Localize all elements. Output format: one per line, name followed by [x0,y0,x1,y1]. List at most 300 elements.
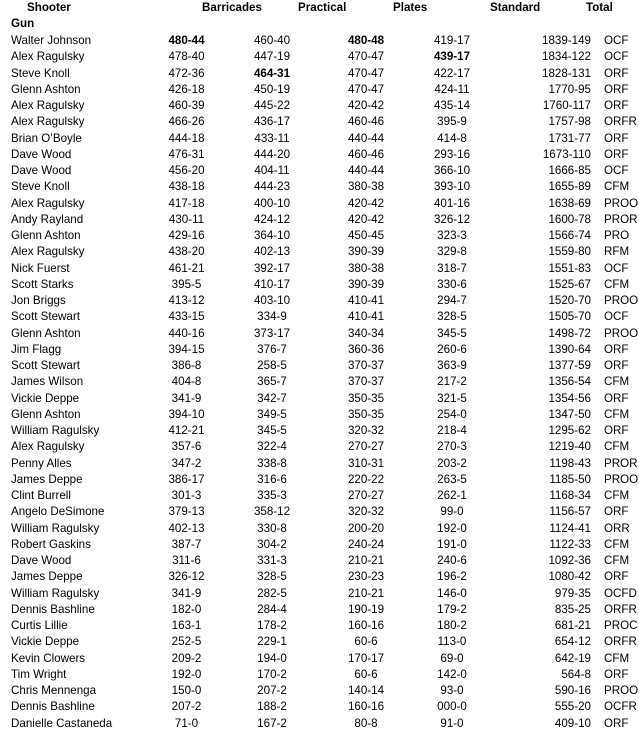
barricades-score-cell: 430-11 [168,212,205,226]
barricades-score-cell: 413-12 [168,294,205,307]
plates-score-cell: 440-44 [347,131,385,145]
standard-score-cell: 93-0 [440,684,464,697]
barricades-score-cell: 444-18 [168,131,205,145]
plates-score-cell: 60-6 [354,635,378,649]
gun-cell: ORF [604,342,629,356]
total-score-cell: 1092-36 [548,554,591,567]
gun-cell: CFM [604,375,630,389]
barricades-score-cell: 456-20 [168,164,205,177]
standard-score-cell: 435-14 [433,99,471,112]
plates-score-cell: 270-27 [347,489,385,502]
plates-score-cell: 210-21 [347,554,385,567]
table-row [0,66,639,82]
total-score-cell: 1834-122 [542,50,591,64]
practical-score-cell: 338-8 [257,456,287,470]
table-row [0,293,639,309]
header-barricades: Barricades [202,1,262,14]
gun-cell: CFM [604,554,630,567]
total-score-cell: 1559-80 [548,245,591,259]
total-score-cell: 1198-43 [549,456,591,470]
barricades-score-cell: 394-15 [168,342,205,356]
plates-score-cell: 460-46 [347,147,385,161]
table-row [0,472,639,488]
practical-score-cell: 400-10 [253,196,291,210]
total-score-cell: 642-19 [554,651,591,665]
barricades-score-cell: 433-15 [168,310,205,324]
total-score-cell: 1347-50 [548,407,591,421]
standard-score-cell: 203-2 [437,456,467,470]
barricades-score-cell: 438-20 [168,245,205,259]
gun-cell: PROO [604,196,639,210]
total-score-cell: 1185-50 [549,472,591,486]
barricades-score-cell: 192-0 [171,667,202,681]
shooter-cell: William Ragulsky [11,521,100,535]
practical-score-cell: 445-22 [253,99,291,112]
total-score-cell: 1666-85 [548,164,591,177]
shooter-cell: Glenn Ashton [11,326,81,340]
total-score-cell: 1390-64 [548,342,591,356]
barricades-score-cell: 394-10 [168,407,205,421]
barricades-score-cell: 311-6 [172,554,201,567]
table-row [0,504,639,520]
practical-score-cell: 433-11 [254,131,290,145]
barricades-score-cell: 150-0 [171,684,202,697]
table-row [0,699,639,715]
barricades-score-cell: 71-0 [174,716,199,730]
shooter-cell: Angelo DeSimone [11,505,105,519]
header-practical: Practical [298,1,347,14]
shooter-cell: Dennis Bashline [11,602,95,616]
practical-score-cell: 334-9 [257,310,287,324]
total-score-cell: 1156-57 [549,505,591,519]
barricades-score-cell: 480-44 [168,34,205,47]
gun-cell: ORF [604,667,629,681]
shooter-cell: William Ragulsky [11,424,100,437]
standard-score-cell: 91-0 [440,716,464,730]
plates-score-cell: 340-34 [347,326,385,340]
table-row [0,163,639,179]
standard-score-cell: 240-6 [437,554,467,567]
gun-cell: ORF [604,99,629,112]
table-row [0,114,639,130]
practical-score-cell: 335-3 [257,489,287,502]
table-row [0,49,639,65]
table-row [0,618,639,634]
barricades-score-cell: 387-7 [171,537,202,551]
plates-score-cell: 220-22 [347,472,385,486]
practical-score-cell: 403-10 [253,294,291,307]
plates-score-cell: 470-47 [347,50,385,64]
shooter-cell: Dave Wood [11,164,72,177]
practical-score-cell: 460-40 [253,34,291,47]
table-row [0,569,639,585]
plates-score-cell: 80-8 [354,716,378,730]
total-score-cell: 1525-67 [548,277,591,291]
standard-score-cell: 260-6 [437,342,467,356]
gun-cell: OCF [604,50,629,64]
practical-score-cell: 376-7 [257,342,287,356]
gun-cell: CFM [604,180,630,194]
barricades-score-cell: 182-0 [171,602,202,616]
practical-score-cell: 328-5 [257,570,287,584]
practical-score-cell: 364-10 [253,229,291,242]
table-row [0,131,639,147]
standard-score-cell: 323-3 [437,229,467,242]
header-standard: Standard [490,1,541,14]
plates-score-cell: 370-37 [347,359,385,372]
gun-cell: ORF [604,505,629,519]
barricades-score-cell: 326-12 [168,570,205,584]
table-row [0,521,639,537]
shooter-cell: Alex Ragulsky [11,245,85,259]
gun-cell: OCF [604,261,629,275]
practical-score-cell: 330-8 [257,521,287,535]
table-row [0,98,639,114]
shooter-cell: James Deppe [11,472,83,486]
practical-score-cell: 331-3 [257,554,287,567]
plates-score-cell: 380-38 [347,180,385,194]
standard-score-cell: 318-7 [437,261,467,275]
shooter-cell: Penny Alles [11,456,72,470]
barricades-score-cell: 209-2 [171,651,202,665]
gun-cell: ORF [604,716,629,730]
table-row [0,634,639,650]
barricades-score-cell: 163-1 [171,619,202,632]
plates-score-cell: 460-46 [347,115,385,129]
plates-score-cell: 170-17 [347,651,385,665]
shooter-cell: Glenn Ashton [11,407,81,421]
plates-score-cell: 160-16 [347,700,385,714]
practical-score-cell: 450-19 [253,82,291,96]
plates-score-cell: 410-41 [347,310,385,324]
shooter-cell: Scott Stewart [11,310,80,324]
practical-score-cell: 365-7 [257,375,287,389]
standard-score-cell: 363-9 [437,359,467,372]
plates-score-cell: 140-14 [347,684,385,697]
practical-score-cell: 282-5 [257,586,287,600]
header-gun: Gun [11,17,35,30]
total-score-cell: 1770-95 [548,82,591,96]
table-row [0,651,639,667]
gun-cell: OCF [604,310,629,324]
standard-score-cell: 254-0 [437,407,467,421]
plates-score-cell: 480-48 [347,34,385,47]
shooter-cell: Vickie Deppe [11,391,80,405]
standard-score-cell: 419-17 [433,34,471,47]
gun-cell: OCFD [604,586,637,600]
table-row [0,342,639,358]
total-score-cell: 1760-117 [542,99,591,112]
gun-cell: ORF [604,359,629,372]
gun-cell: ORF [604,570,629,584]
plates-score-cell: 320-32 [347,505,385,519]
header-total: Total [586,1,613,14]
practical-score-cell: 349-5 [257,407,287,421]
gun-cell: CFM [604,277,630,291]
total-score-cell: 1566-74 [548,229,591,242]
gun-cell: PROR [604,456,638,470]
total-score-cell: 1498-72 [548,326,591,340]
shooter-cell: Dave Wood [11,147,72,161]
practical-score-cell: 345-5 [257,424,287,437]
practical-score-cell: 194-0 [257,651,287,665]
standard-score-cell: 326-12 [433,212,471,226]
plates-score-cell: 390-39 [347,277,385,291]
shooter-cell: Scott Stewart [11,359,80,372]
plates-score-cell: 420-42 [347,196,385,210]
table-row [0,261,639,277]
plates-score-cell: 470-47 [347,66,385,80]
total-score-cell: 1377-59 [548,359,591,372]
header-shooter: Shooter [27,1,71,14]
barricades-score-cell: 412-21 [168,424,205,437]
shooter-cell: Jim Flagg [11,342,62,356]
standard-score-cell: 293-16 [433,147,471,161]
standard-score-cell: 99-0 [440,505,464,519]
total-score-cell: 564-8 [561,667,591,681]
standard-score-cell: 401-16 [433,196,471,210]
standard-score-cell: 113-0 [437,635,467,649]
standard-score-cell: 69-0 [440,651,464,665]
gun-cell: ORFR [604,115,637,129]
barricades-score-cell: 478-40 [168,50,205,64]
table-row [0,277,639,293]
standard-score-cell: 321-5 [437,391,467,405]
plates-score-cell: 390-39 [347,245,385,259]
gun-cell: PROO [604,472,639,486]
shooter-cell: Glenn Ashton [11,82,81,96]
standard-score-cell: 414-8 [437,131,467,145]
table-row [0,82,639,98]
practical-score-cell: 404-11 [254,164,290,177]
barricades-score-cell: 301-3 [171,489,202,502]
gun-cell: PRO [604,229,630,242]
shooter-cell: Curtis Lillie [11,619,68,632]
total-score-cell: 1122-33 [549,537,591,551]
gun-cell: PROC [604,619,638,632]
table-row [0,228,639,244]
shooter-cell: Steve Knoll [11,180,70,194]
total-score-cell: 654-12 [554,635,591,649]
barricades-score-cell: 461-21 [168,261,205,275]
plates-score-cell: 320-32 [347,424,385,437]
standard-score-cell: 328-5 [437,310,467,324]
practical-score-cell: 410-17 [253,277,291,291]
gun-cell: PROO [604,294,639,307]
total-score-cell: 1828-131 [542,66,591,80]
total-score-cell: 835-25 [554,602,591,616]
barricades-score-cell: 357-6 [171,440,202,454]
barricades-score-cell: 386-17 [168,472,205,486]
plates-score-cell: 420-42 [347,212,385,226]
standard-score-cell: 262-1 [437,489,467,502]
plates-score-cell: 420-42 [347,99,385,112]
gun-cell: ORF [604,131,629,145]
plates-score-cell: 230-23 [347,570,385,584]
gun-cell: PROO [604,684,639,697]
table-row [0,212,639,228]
practical-score-cell: 444-20 [253,147,291,161]
barricades-score-cell: 404-8 [171,375,202,389]
standard-score-cell: 330-6 [437,277,467,291]
total-score-cell: 1600-78 [548,212,591,226]
standard-score-cell: 191-0 [437,537,467,551]
total-score-cell: 1839-149 [542,34,591,47]
header-plates: Plates [393,1,428,14]
standard-score-cell: 395-9 [437,115,467,129]
barricades-score-cell: 440-16 [168,326,205,340]
shooter-cell: Alex Ragulsky [11,50,85,64]
gun-cell: CFM [604,489,630,502]
table-row [0,456,639,472]
total-score-cell: 1295-62 [548,424,591,437]
gun-cell: ORFR [604,635,637,649]
standard-score-cell: 142-0 [437,667,467,681]
barricades-score-cell: 386-8 [171,359,202,372]
shooter-cell: Glenn Ashton [11,229,81,242]
shooter-cell: Steve Knoll [11,66,70,80]
practical-score-cell: 322-4 [257,440,287,454]
barricades-score-cell: 417-18 [168,196,205,210]
practical-score-cell: 444-23 [253,180,291,194]
shooter-cell: Robert Gaskins [11,537,91,551]
plates-score-cell: 200-20 [347,521,385,535]
shooter-cell: Dennis Bashline [11,700,95,714]
table-row [0,439,639,455]
total-score-cell: 1080-42 [548,570,591,584]
total-score-cell: 1731-77 [548,131,591,145]
plates-score-cell: 370-37 [347,375,385,389]
table-row [0,586,639,602]
shooter-cell: Alex Ragulsky [11,196,85,210]
shooter-cell: Andy Rayland [11,212,84,226]
standard-score-cell: 192-0 [437,521,467,535]
gun-cell: RFM [604,245,630,259]
barricades-score-cell: 472-36 [168,66,205,80]
practical-score-cell: 188-2 [257,700,287,714]
standard-score-cell: 000-0 [437,700,467,714]
gun-cell: CFM [604,651,630,665]
practical-score-cell: 316-6 [257,472,287,486]
table-row [0,716,639,732]
table-row [0,326,639,342]
practical-score-cell: 373-17 [253,326,291,340]
total-score-cell: 1551-83 [548,261,591,275]
gun-cell: ORF [604,66,629,80]
barricades-score-cell: 402-13 [168,521,205,535]
plates-score-cell: 470-47 [347,82,385,96]
gun-cell: ORR [604,521,630,535]
total-score-cell: 1757-98 [548,115,591,129]
plates-score-cell: 450-45 [347,229,385,242]
table-row [0,147,639,163]
standard-score-cell: 366-10 [433,164,471,177]
total-score-cell: 1655-89 [548,180,591,194]
barricades-score-cell: 466-26 [168,115,205,129]
gun-cell: ORFR [604,602,637,616]
total-score-cell: 1354-56 [548,391,591,405]
standard-score-cell: 422-17 [433,66,471,80]
shooter-cell: Vickie Deppe [11,635,80,649]
standard-score-cell: 196-2 [437,570,467,584]
practical-score-cell: 167-2 [257,716,287,730]
barricades-score-cell: 426-18 [168,82,205,96]
gun-cell: OCF [604,164,629,177]
shooter-cell: Jon Briggs [11,294,66,307]
gun-cell: PROO [604,326,639,340]
barricades-score-cell: 207-2 [171,700,202,714]
table-row [0,553,639,569]
barricades-score-cell: 395-5 [171,277,202,291]
plates-score-cell: 360-36 [347,342,385,356]
total-score-cell: 1124-41 [549,521,591,535]
barricades-score-cell: 476-31 [168,147,205,161]
plates-score-cell: 350-35 [347,407,385,421]
barricades-score-cell: 460-39 [168,99,205,112]
shooter-cell: Chris Mennenga [11,684,97,697]
practical-score-cell: 464-31 [253,66,291,80]
plates-score-cell: 270-27 [347,440,385,454]
practical-score-cell: 284-4 [257,602,287,616]
practical-score-cell: 447-19 [253,50,291,64]
table-row [0,374,639,390]
shooter-cell: Kevin Clowers [11,651,86,665]
barricades-score-cell: 429-16 [168,229,205,242]
standard-score-cell: 179-2 [437,602,467,616]
table-row [0,244,639,260]
gun-cell: PROR [604,212,638,226]
plates-score-cell: 190-19 [347,602,385,616]
standard-score-cell: 424-11 [434,82,470,96]
practical-score-cell: 178-2 [257,619,287,632]
practical-score-cell: 424-12 [253,212,291,226]
plates-score-cell: 310-31 [347,456,385,470]
shooter-cell: Clint Burrell [11,489,71,502]
table-row [0,179,639,195]
plates-score-cell: 380-38 [347,261,385,275]
practical-score-cell: 258-5 [257,359,287,372]
gun-cell: ORF [604,424,629,437]
barricades-score-cell: 438-18 [168,180,205,194]
total-score-cell: 590-16 [554,684,591,697]
total-score-cell: 555-20 [554,700,591,714]
gun-cell: ORF [604,391,629,405]
total-score-cell: 1638-69 [548,196,591,210]
standard-score-cell: 218-4 [437,424,467,437]
practical-score-cell: 207-2 [257,684,287,697]
shooter-cell: Tim Wright [11,667,67,681]
shooter-cell: Alex Ragulsky [11,440,85,454]
standard-score-cell: 217-2 [437,375,467,389]
gun-cell: ORF [604,82,629,96]
plates-score-cell: 440-44 [347,164,385,177]
total-score-cell: 409-10 [554,716,591,730]
plates-score-cell: 240-24 [347,537,385,551]
barricades-score-cell: 341-9 [171,391,202,405]
total-score-cell: 1219-40 [548,440,591,454]
practical-score-cell: 304-2 [257,537,287,551]
gun-cell: CFM [604,537,630,551]
shooter-cell: James Wilson [11,375,84,389]
standard-score-cell: 146-0 [437,586,467,600]
table-row [0,309,639,325]
shooter-cell: Alex Ragulsky [11,115,85,129]
table-row [0,488,639,504]
practical-score-cell: 342-7 [257,391,287,405]
table-row [0,33,639,49]
shooter-cell: Walter Johnson [11,34,92,47]
total-score-cell: 1168-34 [549,489,591,502]
